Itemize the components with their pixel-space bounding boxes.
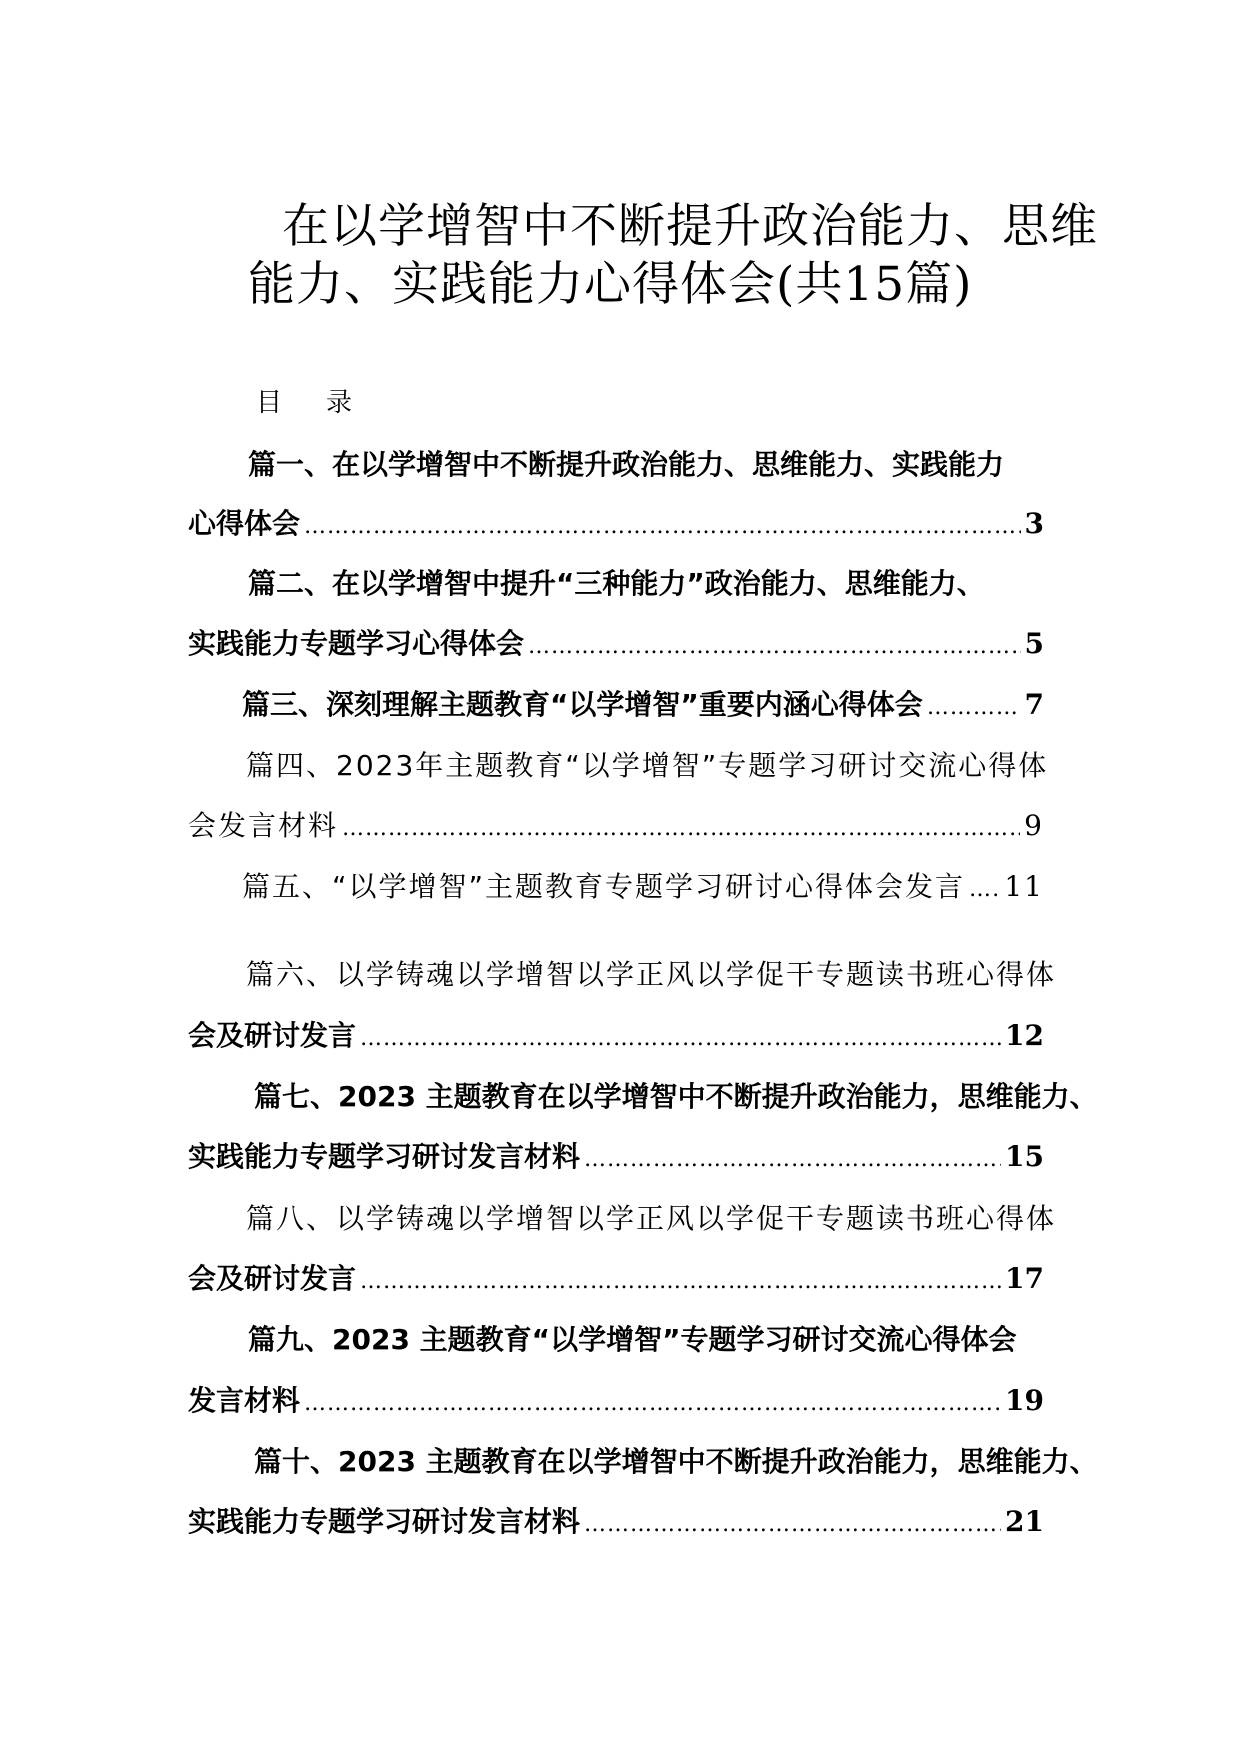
toc-entry-10-page: 21 [1005, 1505, 1044, 1538]
toc-entry-2-last [188, 626, 1044, 665]
toc-entry-9-label: 发言材料 [188, 1384, 301, 1417]
title-line-1: 在以学增智中不断提升政治能力、思维 [282, 199, 1098, 254]
toc-entry-6-label: 会及研讨发言 [188, 1019, 357, 1052]
toc-entry-6-last [188, 1018, 1044, 1057]
toc-entry-4-page: 9 [1024, 809, 1044, 842]
toc-entry-6-line-1: 篇六、以学铸魂以学增智以学正风以学促干专题读书班心得体 [246, 958, 1057, 991]
toc-entry-4-label: 会发言材料 [188, 809, 339, 842]
toc-entry-5-page: 11 [1004, 870, 1044, 903]
toc-leader-dots [342, 811, 1020, 847]
toc-heading-char-1: 目 [256, 388, 285, 418]
toc-heading-char-2: 录 [326, 388, 355, 418]
toc-entry-1-line-1: 篇一、在以学增智中不断提升政治能力、思维能力、实践能力 [248, 448, 1005, 481]
toc-entry-7-label: 实践能力专题学习研讨发言材料 [188, 1140, 581, 1173]
toc-entry-4-last [188, 808, 1044, 847]
toc-leader-dots [584, 1507, 1001, 1543]
toc-entry-2-label: 实践能力专题学习心得体会 [188, 627, 525, 660]
toc-entry-5-label: 篇五、“以学增智”主题教育专题学习研讨心得体会发言 [242, 870, 966, 903]
toc-entry-2-page: 5 [1024, 627, 1044, 660]
toc-entry-3 [242, 687, 1044, 726]
toc-leader-dots [360, 1021, 1001, 1057]
toc-entry-9-page: 19 [1005, 1384, 1044, 1417]
toc-entry-9-line-1: 篇九、2023 主题教育“以学增智”专题学习研讨交流心得体会 [248, 1323, 1017, 1356]
toc-entry-10-last [188, 1504, 1044, 1543]
toc-entry-8-last [188, 1261, 1044, 1300]
toc-leader-dots [304, 1386, 1001, 1422]
toc-entry-7-last [188, 1139, 1044, 1178]
toc-entry-1-last [188, 506, 1044, 545]
toc-entry-5 [242, 869, 1044, 908]
toc-entry-1-page: 3 [1024, 507, 1044, 540]
toc-entry-7-page: 15 [1005, 1140, 1044, 1173]
toc-entry-3-label: 篇三、深刻理解主题教育“以学增智”重要内涵心得体会 [242, 688, 923, 721]
title-line-2: 能力、实践能力心得体会(共15篇) [248, 257, 973, 312]
toc-entry-8-line-1: 篇八、以学铸魂以学增智以学正风以学促干专题读书班心得体 [246, 1202, 1057, 1235]
toc-heading [256, 382, 354, 419]
toc-entry-9-last [188, 1383, 1044, 1422]
toc-entry-4-line-1: 篇四、2023年主题教育“以学增智”专题学习研讨交流心得体 [246, 749, 1049, 782]
toc-entry-3-page: 7 [1024, 688, 1044, 721]
toc-entry-2-line-1: 篇二、在以学增智中提升“三种能力”政治能力、思维能力、 [248, 567, 985, 600]
document-title [248, 198, 1148, 314]
toc-leader-dots [304, 509, 1021, 545]
toc-entry-7-line-1: 篇七、2023 主题教育在以学增智中不断提升政治能力，思维能力、 [254, 1080, 1098, 1113]
toc-entry-10-label: 实践能力专题学习研讨发言材料 [188, 1505, 581, 1538]
toc-entry-8-label: 会及研讨发言 [188, 1262, 357, 1295]
toc-entry-1-label: 心得体会 [188, 507, 301, 540]
toc-leader-dots [969, 872, 1000, 908]
toc-entry-8-page: 17 [1005, 1262, 1044, 1295]
toc-leader-dots [528, 629, 1021, 665]
toc-entry-6-page: 12 [1005, 1019, 1044, 1052]
toc-leader-dots [360, 1264, 1001, 1300]
toc-leader-dots [927, 690, 1021, 726]
toc-entry-10-line-1: 篇十、2023 主题教育在以学增智中不断提升政治能力，思维能力、 [254, 1445, 1098, 1478]
toc-leader-dots [584, 1142, 1001, 1178]
